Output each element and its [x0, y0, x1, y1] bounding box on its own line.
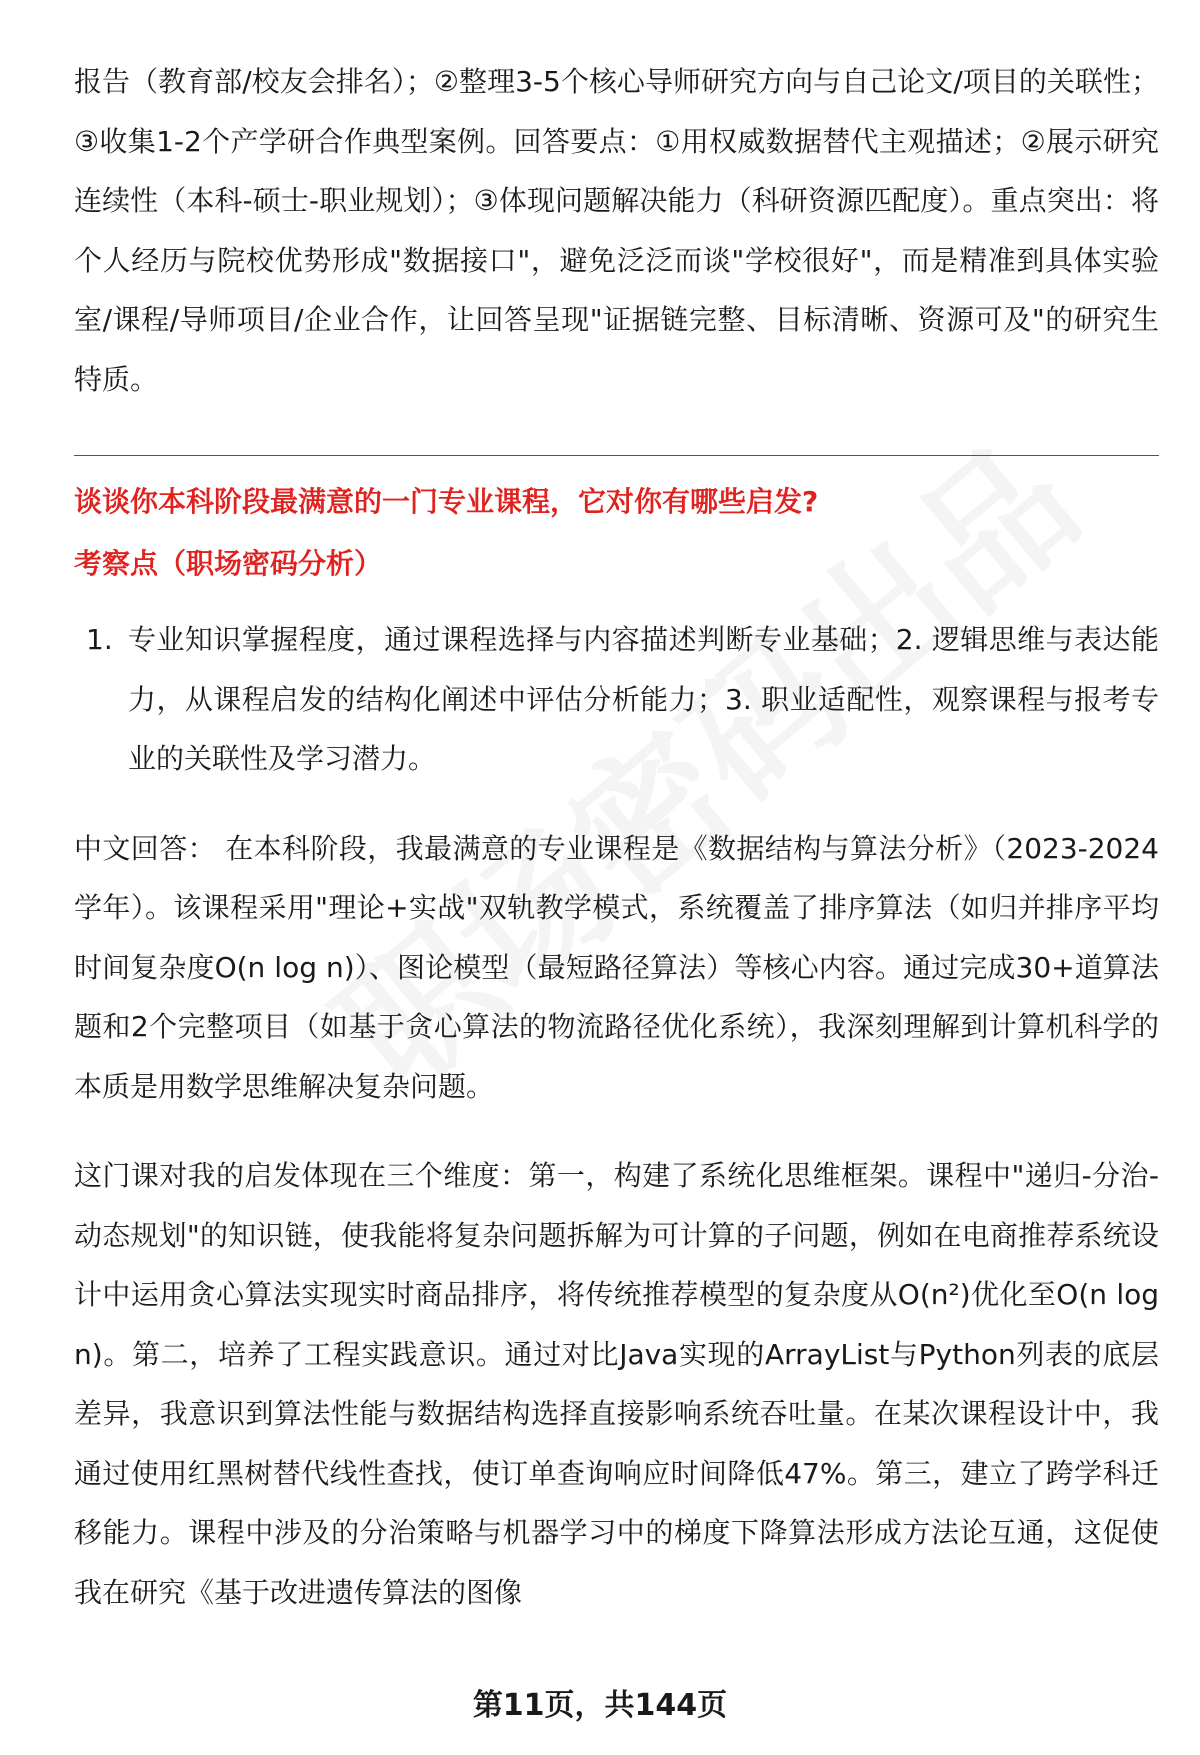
answer-paragraph-1: 中文回答： 在本科阶段，我最满意的专业课程是《数据结构与算法分析》（2023-2024学年）。该课程采用"理论+实战"双轨教学模式，系统覆盖了排序算法（如归并排序平均时间复杂度O(n log n)）、图论模型（最短路径算法）等核心内容。通过完成30+道算法题和2个完整项目（如基于贪心算法的物流路径优化系统），我深刻理解到计算机科学的本质是用数学思维解决复杂问题。 — [74, 831, 1159, 1103]
analysis-heading: 考察点（职场密码分析） — [74, 547, 383, 580]
answer-paragraph-2: 这门课对我的启发体现在三个维度：第一，构建了系统化思维框架。课程中"递归-分治-动态规划"的知识链，使我能将复杂问题拆解为可计算的子问题，例如在电商推荐系统设计中运用贪心算法实现实时商品排序，将传统推荐模型的复杂度从O(n²)优化至O(n log n)。第二，培养了工程实践意识。通过对比Java实现的ArrayList与Python列表的底层差异，我意识到算法性能与数据结构选择直接影响系统吞吐量。在某次课程设计中，我通过使用红黑树替代线性查找，使订单查询响应时间降低47%。第三，建立了跨学科迁移能力。课程中涉及的分治策略与机器学习中的梯度下降算法形成方法论互通，这促使我在研究《基于改进遗传算法的图像 — [74, 1159, 1159, 1609]
section-divider — [74, 455, 1159, 456]
question-heading: 谈谈你本科阶段最满意的一门专业课程，它对你有哪些启发? — [74, 485, 819, 518]
page-footer: 第11页，共144页 — [472, 1688, 728, 1723]
assessment-list — [74, 610, 1159, 789]
list-item-number: 1. — [86, 623, 113, 656]
intro-paragraph: 报告（教育部/校友会排名）；②整理3-5个核心导师研究方向与自己论文/项目的关联性；③收集1-2个产学研合作典型案例。回答要点：①用权威数据替代主观描述；②展示研究连续性（本科-硕士-职业规划）；③体现问题解决能力（科研资源匹配度）。重点突出：将个人经历与院校优势形成"数据接口"，避免泛泛而谈"学校很好"，而是精准到具体实验室/课程/导师项目/企业合作，让回答呈现"证据链完整、目标清晰、资源可及"的研究生特质。 — [74, 65, 1159, 396]
list-item — [74, 610, 1159, 789]
document-page — [74, 52, 1159, 1622]
list-item-text: 专业知识掌握程度，通过课程选择与内容描述判断专业基础；2. 逻辑思维与表达能力，从课程启发的结构化阐述中评估分析能力；3. 职业适配性，观察课程与报考专业的关联性及学习潜力。 — [128, 623, 1159, 775]
